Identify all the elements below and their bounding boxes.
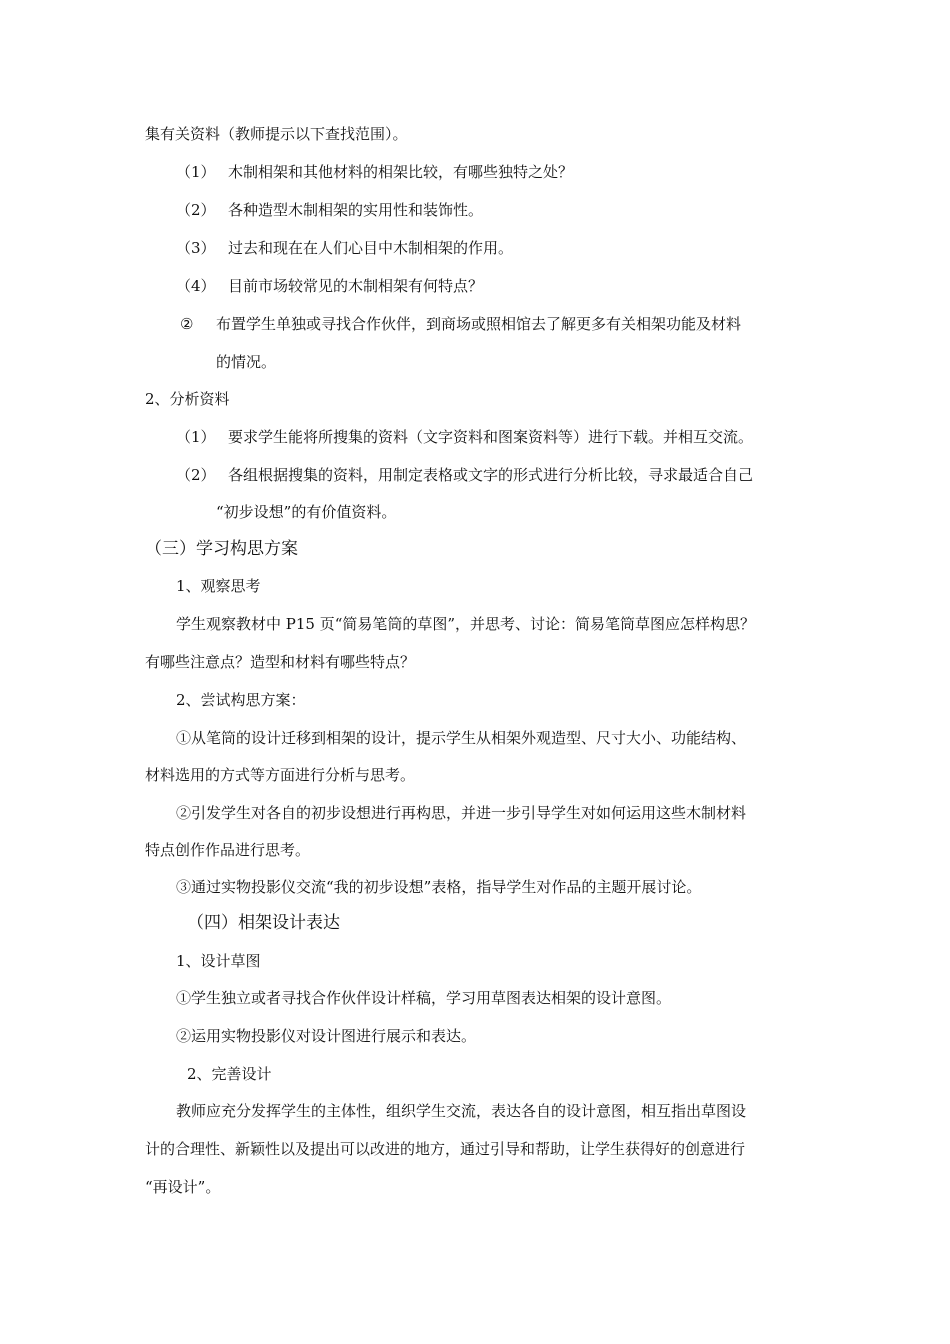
paragraph-line: ①从笔筒的设计迁移到相架的设计，提示学生从相架外观造型、尺寸大小、功能结构、 (176, 729, 747, 747)
paragraph-line: 有哪些注意点？造型和材料有哪些特点？ (145, 653, 416, 671)
paragraph-line: 集有关资料（教师提示以下查找范围）。 (145, 125, 408, 143)
paragraph-line: ②引发学生对各自的初步设想进行再构思，并进一步引导学生对如何运用这些木制材料 (176, 804, 747, 822)
list-number: （2） (176, 201, 216, 219)
list-number: （1） (176, 428, 216, 446)
paragraph-line: ③通过实物投影仪交流“我的初步设想”表格，指导学生对作品的主题开展讨论。 (176, 878, 702, 896)
list-item (176, 276, 483, 296)
section-heading: 2、分析资料 (145, 390, 230, 408)
list-text: 目前市场较常见的木制相架有何特点？ (228, 277, 484, 295)
paragraph-line: 计的合理性、新颖性以及提出可以改进的地方，通过引导和帮助，让学生获得好的创意进行 (145, 1140, 746, 1158)
list-text: 各组根据搜集的资料，用制定表格或文字的形式进行分析比较，寻求最适合自己 (228, 466, 754, 484)
list-item (176, 427, 753, 447)
paragraph-line: 特点创作作品进行思考。 (145, 841, 311, 859)
paragraph-line: 材料选用的方式等方面进行分析与思考。 (145, 766, 416, 784)
chapter-heading: （四）相架设计表达 (187, 913, 340, 933)
list-text-continued: 的情况。 (216, 353, 277, 371)
list-text: 木制相架和其他材料的相架比较，有哪些独特之处？ (228, 163, 574, 181)
list-number: （2） (176, 466, 216, 484)
section-heading: 2、尝试构思方案： (176, 691, 306, 709)
paragraph-line: “再设计”。 (145, 1178, 221, 1196)
paragraph-line: 学生观察教材中 P15 页“简易笔筒的草图”，并思考、讨论：简易笔筒草图应怎样构思？ (176, 615, 756, 633)
list-text: 要求学生能将所搜集的资料（文字资料和图案资料等）进行下载。并相互交流。 (228, 428, 754, 446)
paragraph-line: ②运用实物投影仪对设计图进行展示和表达。 (176, 1027, 477, 1045)
list-text: 过去和现在在人们心目中木制相架的作用。 (228, 239, 514, 257)
section-heading: 1、设计草图 (176, 952, 261, 970)
list-number: （1） (176, 163, 216, 181)
section-heading: 2、完善设计 (187, 1065, 272, 1083)
list-number: ② (180, 315, 194, 333)
list-text: 各种造型木制相架的实用性和装饰性。 (228, 201, 484, 219)
list-text-continued: “初步设想”的有价值资料。 (216, 503, 397, 521)
paragraph-line: 教师应充分发挥学生的主体性，组织学生交流，表达各自的设计意图，相互指出草图设 (176, 1102, 747, 1120)
list-item (176, 238, 513, 258)
chapter-heading: （三）学习构思方案 (145, 539, 298, 559)
list-number: （3） (176, 239, 216, 257)
list-item (180, 314, 741, 334)
list-item (176, 465, 753, 485)
paragraph-line: ①学生独立或者寻找合作伙伴设计样稿，学习用草图表达相架的设计意图。 (176, 989, 672, 1007)
list-item (176, 162, 573, 182)
list-number: （4） (176, 277, 216, 295)
list-item (176, 200, 483, 220)
list-text: 布置学生单独或寻找合作伙伴，到商场或照相馆去了解更多有关相架功能及材料 (216, 315, 742, 333)
section-heading: 1、观察思考 (176, 577, 261, 595)
